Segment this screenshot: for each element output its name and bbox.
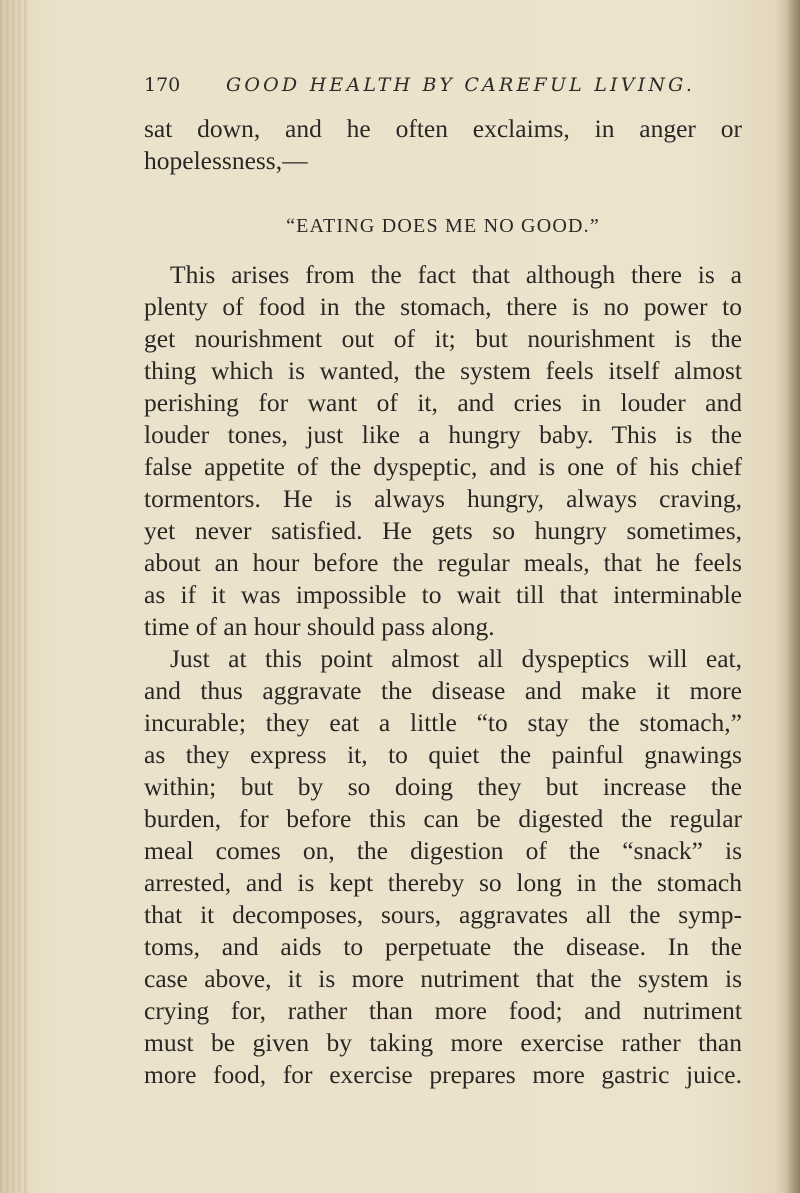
text-line: must be given by taking more exercise rather than (144, 1028, 742, 1057)
text-line: and thus aggravate the disease and make it more (144, 676, 742, 705)
page-edge-shadow (786, 0, 800, 1193)
text-line: tormentors. He is always hungry, always craving, (144, 484, 742, 513)
text-line: get nourishment out of it; but nourishment is the (144, 324, 742, 353)
text-line: arrested, and is kept thereby so long in the stomach (144, 868, 742, 897)
text-line: false appetite of the dyspeptic, and is one of his chief (144, 452, 742, 481)
paragraph-first-line: Just at this point almost all dyspeptics will eat, (170, 644, 742, 673)
text-line: time of an hour should pass along. (144, 612, 495, 641)
text-line: yet never satisfied. He gets so hungry sometimes, (144, 516, 742, 545)
text-line: perishing for want of it, and cries in louder and (144, 388, 742, 417)
text-line: thing which is wanted, the system feels itself almost (144, 356, 742, 385)
text-line: that it decomposes, sours, aggravates all the symp- (144, 900, 742, 929)
page-gutter-shadow (0, 0, 30, 1193)
running-head (144, 74, 704, 104)
page-number: 170 (144, 74, 181, 96)
quote-heading: “EATING DOES ME NO GOOD.” (286, 215, 600, 237)
text-line: as if it was impossible to wait till that interminable (144, 580, 742, 609)
running-title: GOOD HEALTH BY CAREFUL LIVING. (226, 74, 696, 96)
text-line: plenty of food in the stomach, there is no power to (144, 292, 742, 321)
text-line: case above, it is more nutriment that the system is (144, 964, 742, 993)
text-line: sat down, and he often exclaims, in anger or (144, 114, 742, 143)
text-line: hopelessness,— (144, 146, 308, 175)
text-line: incurable; they eat a little “to stay the stomach,” (144, 708, 742, 737)
text-line: within; but by so doing they but increase the (144, 772, 742, 801)
text-line: more food, for exercise prepares more gastric juice. (144, 1060, 742, 1089)
text-line: burden, for before this can be digested the regular (144, 804, 742, 833)
text-line: louder tones, just like a hungry baby. This is the (144, 420, 742, 449)
text-line: crying for, rather than more food; and nutriment (144, 996, 742, 1025)
text-line: toms, and aids to perpetuate the disease. In the (144, 932, 742, 961)
text-line: about an hour before the regular meals, that he feels (144, 548, 742, 577)
paragraph-first-line: This arises from the fact that although there is a (170, 260, 742, 289)
text-line: meal comes on, the digestion of the “snack” is (144, 836, 742, 865)
text-line: as they express it, to quiet the painful gnawings (144, 740, 742, 769)
